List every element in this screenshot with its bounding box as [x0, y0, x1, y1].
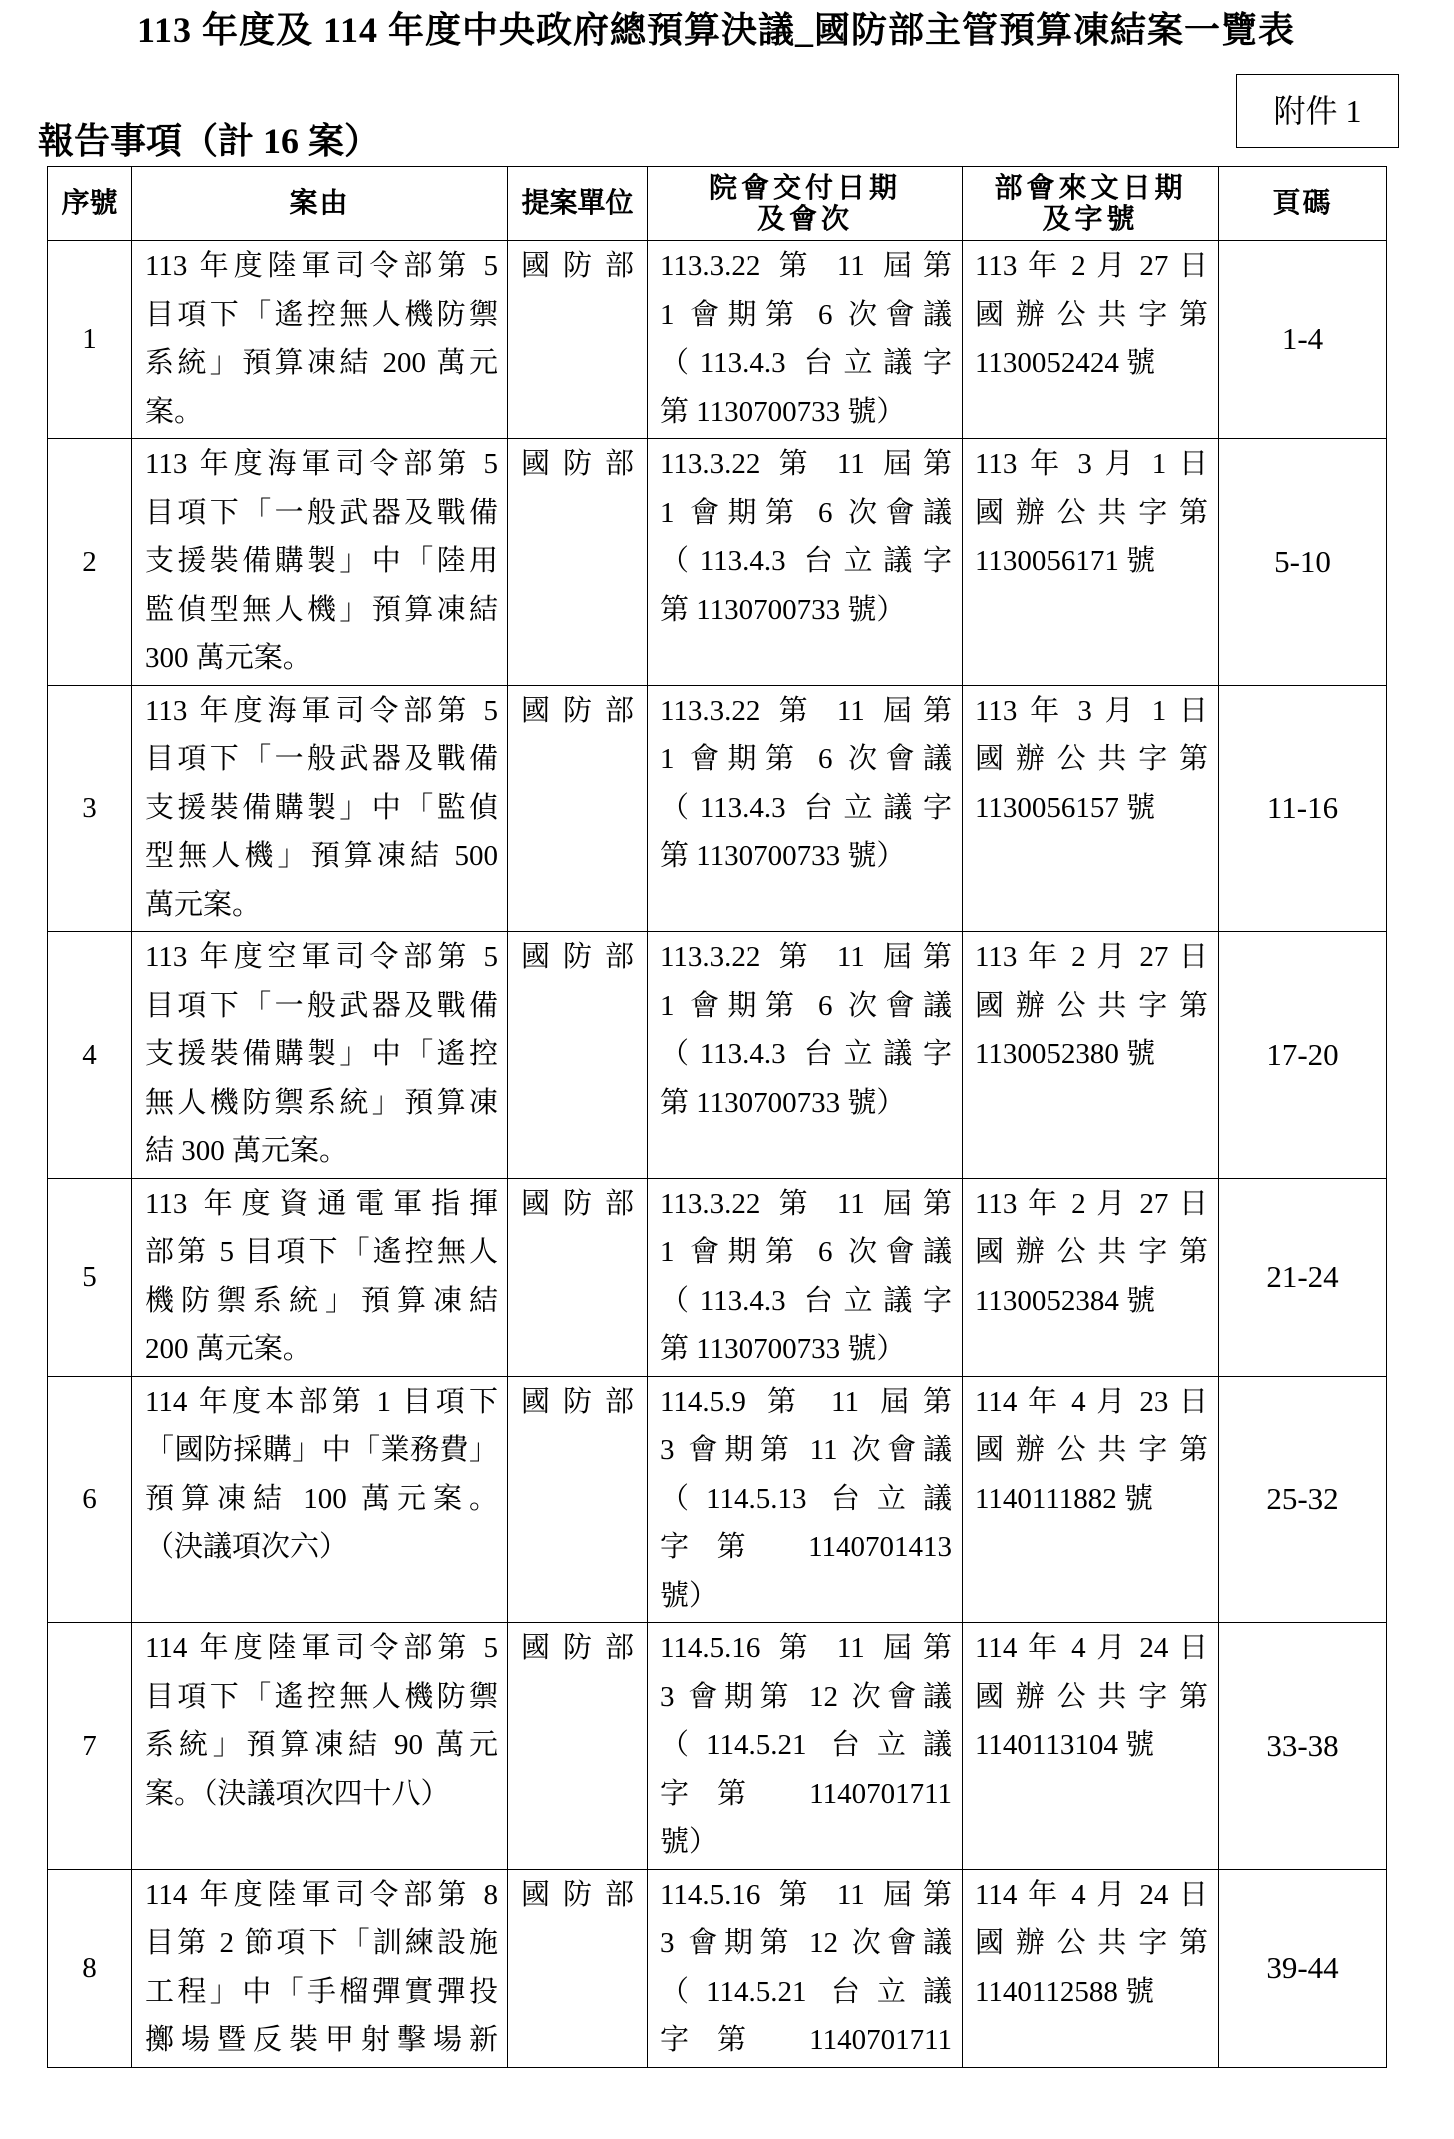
- cell-line: 114 年度陸軍司令部第 5: [145, 1632, 498, 1664]
- cell-line: 監偵型無人機」預算凍結: [145, 593, 498, 626]
- cell-line: 國辦公共字第: [975, 743, 1208, 775]
- cell-letter: [963, 685, 1219, 932]
- cell-line: 113.3.22 第 11 屆第: [660, 941, 952, 973]
- cell-session: [648, 1178, 963, 1376]
- cell-line: 3 會期第 11 次會議: [660, 1434, 952, 1466]
- cell-letter: [963, 1869, 1219, 2067]
- table-body: [48, 241, 1387, 2068]
- cell-line: 無人機防禦系統」預算凍: [145, 1086, 498, 1119]
- header-line: 提案單位: [521, 188, 634, 219]
- header-line: 頁碼: [1272, 188, 1333, 219]
- cell-line: 第 1130700733 號）: [660, 1333, 906, 1365]
- cell-reason: [132, 241, 508, 439]
- cell-letter: [963, 1376, 1219, 1623]
- cell-line: 113 年度海軍司令部第 5: [145, 694, 498, 727]
- cell-line: 114 年 4 月 24 日: [975, 1878, 1208, 1911]
- cell-line: 1 會期第 6 次會議: [660, 743, 952, 775]
- cell-line: 113 年 3 月 1 日: [975, 694, 1208, 727]
- cell-line: 113 年 2 月 27 日: [975, 1187, 1208, 1220]
- cell-reason: [132, 685, 508, 932]
- cell-letter: [963, 439, 1219, 686]
- cell-line: 國防部: [521, 941, 634, 973]
- header-row: [48, 167, 1387, 241]
- cell-line: 113.3.22 第 11 屆第: [660, 1187, 952, 1220]
- cell-line: 1 會期第 6 次會議: [660, 298, 952, 331]
- report-items-table: [47, 166, 1387, 2068]
- cell-line: 3 會期第 12 次會議: [660, 1680, 952, 1713]
- table-row: [48, 1623, 1387, 1870]
- cell-line: （113.4.3 台立議字: [660, 791, 952, 824]
- table-row: [48, 1869, 1387, 2067]
- cell-reason: [132, 1869, 508, 2067]
- table-header: [48, 167, 1387, 241]
- cell-line: 目項下「遙控無人機防禦: [145, 298, 498, 331]
- attachment-label: 附件 1: [1236, 74, 1399, 148]
- cell-line: 國辦公共字第: [975, 1927, 1208, 1959]
- cell-line: 113 年度陸軍司令部第 5: [145, 250, 498, 282]
- header-line: 案由: [289, 188, 350, 219]
- cell-line: 1140113104 號: [975, 1729, 1155, 1761]
- cell-session: [648, 685, 963, 932]
- cell-line: 國辦公共字第: [975, 1236, 1208, 1268]
- cell-line: 型無人機」預算凍結 500: [145, 840, 498, 872]
- cell-line: 國辦公共字第: [975, 989, 1208, 1022]
- header-line: 院會交付日期: [708, 172, 901, 204]
- cell-line: 113 年度空軍司令部第 5: [145, 941, 498, 973]
- cell-line: 1130052424 號: [975, 347, 1156, 379]
- cell-line: 萬元案。: [145, 888, 262, 921]
- cell-line: 工程」中「手榴彈實彈投: [145, 1975, 498, 2008]
- cell-seq: 5: [48, 1178, 132, 1376]
- cell-line: 114.5.16 第 11 屆第: [660, 1878, 952, 1911]
- cell-line: 「國防採購」中「業務費」: [145, 1434, 498, 1466]
- cell-seq: 6: [48, 1376, 132, 1623]
- table-row: [48, 1178, 1387, 1376]
- cell-line: 目項下「一般武器及戰備: [145, 743, 498, 775]
- cell-pages: 33-38: [1219, 1623, 1387, 1870]
- header-cell-letter: [963, 167, 1219, 241]
- cell-unit: [508, 1869, 648, 2067]
- header-cell-session: [648, 167, 963, 241]
- cell-line: （114.5.21 台立議: [660, 1975, 952, 2008]
- cell-seq: 1: [48, 241, 132, 439]
- cell-line: 1 會期第 6 次會議: [660, 1236, 952, 1268]
- cell-letter: [963, 241, 1219, 439]
- cell-line: 1 會期第 6 次會議: [660, 496, 952, 529]
- table-row: [48, 685, 1387, 932]
- cell-line: 國防部: [521, 1385, 634, 1418]
- cell-unit: [508, 439, 648, 686]
- header-line: 及會次: [756, 203, 853, 235]
- cell-line: 支援裝備購製」中「監偵: [145, 791, 498, 824]
- cell-unit: [508, 1178, 648, 1376]
- cell-reason: [132, 932, 508, 1179]
- cell-line: 國防部: [521, 1187, 634, 1220]
- table-row: [48, 1376, 1387, 1623]
- cell-line: 國防部: [521, 448, 634, 480]
- cell-unit: [508, 932, 648, 1179]
- cell-line: （決議項次六）: [145, 1531, 349, 1563]
- cell-line: 1130052384 號: [975, 1284, 1156, 1317]
- cell-line: 113 年度資通電軍指揮: [145, 1187, 498, 1220]
- cell-line: 字第 1140701711: [660, 2024, 952, 2056]
- header-cell-seq: [48, 167, 132, 241]
- cell-session: [648, 932, 963, 1179]
- cell-line: 114 年度陸軍司令部第 8: [145, 1878, 498, 1911]
- cell-pages: 11-16: [1219, 685, 1387, 932]
- cell-line: 字第 1140701413: [660, 1531, 952, 1563]
- header-cell-pages: [1219, 167, 1387, 241]
- header-line: 序號: [61, 188, 118, 219]
- cell-pages: 5-10: [1219, 439, 1387, 686]
- cell-line: 國辦公共字第: [975, 298, 1208, 331]
- cell-line: 案。（決議項次四十八）: [145, 1777, 450, 1810]
- cell-line: 國防部: [521, 694, 634, 727]
- cell-line: 3 會期第 12 次會議: [660, 1927, 952, 1959]
- cell-pages: 17-20: [1219, 932, 1387, 1179]
- cell-line: （113.4.3 台立議字: [660, 347, 952, 379]
- cell-line: 1130056157 號: [975, 791, 1156, 824]
- header-cell-reason: [132, 167, 508, 241]
- cell-line: 國辦公共字第: [975, 1434, 1208, 1466]
- cell-line: 114.5.16 第 11 屆第: [660, 1632, 952, 1664]
- cell-seq: 8: [48, 1869, 132, 2067]
- cell-unit: [508, 1623, 648, 1870]
- cell-line: 目項下「一般武器及戰備: [145, 496, 498, 529]
- cell-line: 國辦公共字第: [975, 1680, 1208, 1713]
- cell-line: 200 萬元案。: [145, 1333, 312, 1365]
- cell-line: 號）: [660, 1826, 719, 1858]
- cell-reason: [132, 1376, 508, 1623]
- cell-session: [648, 1376, 963, 1623]
- cell-line: （113.4.3 台立議字: [660, 545, 952, 577]
- cell-line: 1 會期第 6 次會議: [660, 989, 952, 1022]
- cell-seq: 2: [48, 439, 132, 686]
- cell-line: 第 1130700733 號）: [660, 840, 906, 872]
- cell-line: 國防部: [521, 1632, 634, 1664]
- cell-line: 案。: [145, 395, 204, 428]
- cell-pages: 1-4: [1219, 241, 1387, 439]
- document-title: 113 年度及 114 年度中央政府總預算決議_國防部主管預算凍結案一覽表: [136, 10, 1296, 50]
- table-row: [48, 241, 1387, 439]
- cell-session: [648, 1623, 963, 1870]
- cell-line: 結 300 萬元案。: [145, 1135, 349, 1167]
- cell-line: 目項下「一般武器及戰備: [145, 989, 498, 1022]
- cell-line: 字第 1140701711: [660, 1777, 952, 1810]
- cell-line: 預算凍結 100 萬元案。: [145, 1482, 498, 1515]
- cell-line: 113.3.22 第 11 屆第: [660, 448, 952, 480]
- cell-line: 機防禦系統」預算凍結: [145, 1284, 498, 1317]
- cell-line: 1140112588 號: [975, 1975, 1155, 2008]
- cell-seq: 4: [48, 932, 132, 1179]
- cell-session: [648, 439, 963, 686]
- cell-line: 1130056171 號: [975, 545, 1156, 577]
- cell-line: 113 年 3 月 1 日: [975, 448, 1208, 480]
- cell-seq: 3: [48, 685, 132, 932]
- cell-line: （114.5.21 台立議: [660, 1729, 952, 1761]
- section-heading: 報告事項（計 16 案）: [38, 121, 381, 161]
- cell-line: 113 年 2 月 27 日: [975, 250, 1208, 282]
- cell-session: [648, 241, 963, 439]
- cell-line: 系統」預算凍結 200 萬元: [145, 347, 498, 379]
- cell-line: 支援裝備購製」中「陸用: [145, 545, 498, 577]
- cell-line: 113 年 2 月 27 日: [975, 941, 1208, 973]
- cell-line: 系統」預算凍結 90 萬元: [145, 1729, 498, 1761]
- cell-line: 第 1130700733 號）: [660, 1086, 906, 1119]
- cell-line: 114 年 4 月 23 日: [975, 1385, 1208, 1418]
- cell-line: 國防部: [521, 1878, 634, 1911]
- cell-line: 目項下「遙控無人機防禦: [145, 1680, 498, 1713]
- cell-line: 1130052380 號: [975, 1038, 1156, 1070]
- cell-pages: 39-44: [1219, 1869, 1387, 2067]
- cell-line: 國防部: [521, 250, 634, 282]
- cell-line: 第 1130700733 號）: [660, 395, 906, 428]
- cell-line: 113 年度海軍司令部第 5: [145, 448, 498, 480]
- table-row: [48, 932, 1387, 1179]
- cell-line: 300 萬元案。: [145, 642, 312, 674]
- cell-line: （113.4.3 台立議字: [660, 1284, 952, 1317]
- cell-line: 114 年 4 月 24 日: [975, 1632, 1208, 1664]
- cell-reason: [132, 1623, 508, 1870]
- header-line: 及字號: [1042, 203, 1139, 235]
- header-cell-unit: [508, 167, 648, 241]
- cell-line: 目第 2 節項下「訓練設施: [145, 1927, 498, 1959]
- cell-line: 1140111882 號: [975, 1482, 1154, 1515]
- cell-unit: [508, 1376, 648, 1623]
- cell-reason: [132, 1178, 508, 1376]
- cell-line: 擲場暨反裝甲射擊場新: [145, 2024, 498, 2056]
- cell-line: 114.5.9 第 11 屆第: [660, 1385, 952, 1418]
- table-row: [48, 439, 1387, 686]
- cell-reason: [132, 439, 508, 686]
- cell-line: 第 1130700733 號）: [660, 593, 906, 626]
- cell-unit: [508, 685, 648, 932]
- cell-seq: 7: [48, 1623, 132, 1870]
- cell-line: 部第 5 目項下「遙控無人: [145, 1236, 498, 1268]
- cell-letter: [963, 1623, 1219, 1870]
- cell-line: 號）: [660, 1579, 719, 1612]
- cell-line: 支援裝備購製」中「遙控: [145, 1038, 498, 1070]
- header-line: 部會來文日期: [994, 172, 1187, 204]
- cell-line: 114 年度本部第 1 目項下: [145, 1385, 498, 1418]
- cell-line: （114.5.13 台立議: [660, 1482, 952, 1515]
- cell-line: （113.4.3 台立議字: [660, 1038, 952, 1070]
- cell-letter: [963, 1178, 1219, 1376]
- cell-line: 國辦公共字第: [975, 496, 1208, 529]
- cell-pages: 25-32: [1219, 1376, 1387, 1623]
- cell-line: 113.3.22 第 11 屆第: [660, 250, 952, 282]
- cell-letter: [963, 932, 1219, 1179]
- cell-unit: [508, 241, 648, 439]
- cell-line: 113.3.22 第 11 屆第: [660, 694, 952, 727]
- cell-session: [648, 1869, 963, 2067]
- cell-pages: 21-24: [1219, 1178, 1387, 1376]
